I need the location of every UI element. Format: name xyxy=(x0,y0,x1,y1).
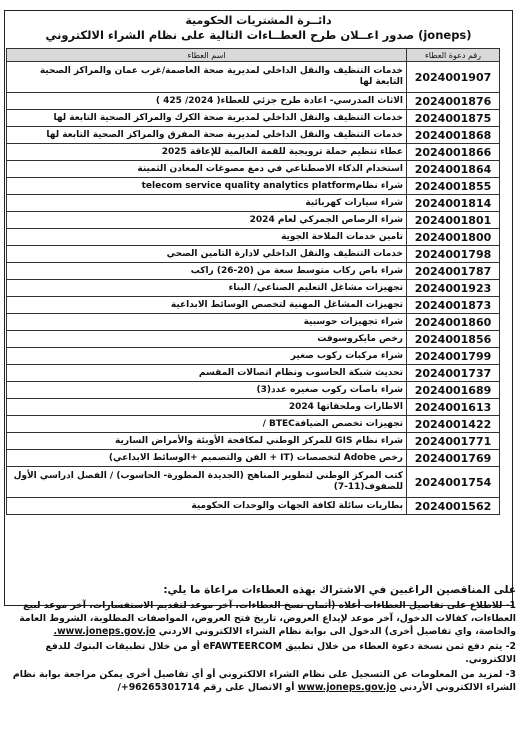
tender-number: 2024001801 xyxy=(407,212,500,229)
column-header-number: رقم دعوة العطاء xyxy=(407,49,500,62)
instruction-item-1-text: 1- للاطلاع على تفاصيل العطاءات أعلاه (أثمان نسخ العطاءات، آخر موعد لتقديم الاستفسارات، آخر موعد لبيع العطاءات، كفالات الدخول، آخر موعد لإيداع العروض، تاريخ فتح العروض، المواصفات المطلوبة، الشروط العامة والخاصة، واي تفاصيل أخرى) الدخول الى بوابة نظام الشراء الالكتروني الاردني xyxy=(19,600,516,637)
tender-number: 2024001876 xyxy=(407,93,500,110)
tender-name: الاثاث المدرسي- اعادة طرح جزئي للعطاء( 2024/ 425 ) xyxy=(7,93,407,110)
tender-name: استخدام الذكاء الاصطناعي في دمغ مصوغات المعادن الثمينة xyxy=(7,161,407,178)
tender-number: 2024001737 xyxy=(407,365,500,382)
tender-number: 2024001754 xyxy=(407,467,500,498)
tender-name: خدمات التنظيف والنقل الداخلي لمديرية صحة المفرق والمراكز الصحية التابعة لها xyxy=(7,127,407,144)
table-row xyxy=(7,450,500,467)
table-row xyxy=(7,331,500,348)
table-row xyxy=(7,382,500,399)
tender-name: شراء باص ركاب متوسط سعة من (20-26) راكب xyxy=(7,263,407,280)
announcement-title: صدور اعــلان طرح العطــاءات التالية على نظام الشراء الالكتروني (joneps) xyxy=(45,28,472,42)
table-row xyxy=(7,498,500,515)
tender-number: 2024001562 xyxy=(407,498,500,515)
department-title: دائــرة المشتريات الحكومية xyxy=(185,14,332,27)
tender-number: 2024001799 xyxy=(407,348,500,365)
table-row xyxy=(7,195,500,212)
table-row xyxy=(7,127,500,144)
table-row xyxy=(7,348,500,365)
tender-number: 2024001855 xyxy=(407,178,500,195)
instruction-item-1 xyxy=(6,599,516,638)
tender-number: 2024001613 xyxy=(407,399,500,416)
table-row xyxy=(7,280,500,297)
tender-name: الاطارات وملحقاتها 2024 xyxy=(7,399,407,416)
tender-number: 2024001866 xyxy=(407,144,500,161)
tender-name: شراء الرصاص الجمركي لعام 2024 xyxy=(7,212,407,229)
table-row xyxy=(7,416,500,433)
instruction-item-3 xyxy=(6,668,516,694)
tender-number: 2024001923 xyxy=(407,280,500,297)
tender-number: 2024001907 xyxy=(407,62,500,93)
table-row xyxy=(7,365,500,382)
tender-name: رخص Adobe لتخصصات (IT + الفن والتصميم +الوسائط الابداعي) xyxy=(7,450,407,467)
table-row xyxy=(7,93,500,110)
tender-number: 2024001873 xyxy=(407,297,500,314)
table-row xyxy=(7,246,500,263)
column-header-name: اسم العطاء xyxy=(7,49,407,62)
tender-number: 2024001860 xyxy=(407,314,500,331)
tender-name: كتب المركز الوطني لتطوير المناهج (الجديدة المطورة- الحاسوب) / الفصل ادراسي الأول للصفوف(11-7) xyxy=(7,467,407,498)
tender-number: 2024001864 xyxy=(407,161,500,178)
table-row xyxy=(7,229,500,246)
table-row xyxy=(7,399,500,416)
tender-name: شراء سيارات كهربائية xyxy=(7,195,407,212)
tender-name: تجهيزات المشاغل المهنية لتخصص الوسائط الابداعية xyxy=(7,297,407,314)
tender-name: خدمات التنظيف والنقل الداخلي لادارة التامين الصحي xyxy=(7,246,407,263)
table-row xyxy=(7,62,500,93)
tender-number: 2024001422 xyxy=(407,416,500,433)
tender-name: شراء نظامtelecom service quality analytics platform xyxy=(7,178,407,195)
tender-number: 2024001875 xyxy=(407,110,500,127)
tender-name: بطاريات سائلة لكافة الجهات والوحدات الحكومية xyxy=(7,498,407,515)
table-row xyxy=(7,433,500,450)
joneps-link-2[interactable]: www.joneps.gov.jo xyxy=(297,682,397,693)
tender-name: تامين خدمات الملاحة الجوية xyxy=(7,229,407,246)
table-row xyxy=(7,212,500,229)
tenders-table xyxy=(6,48,500,515)
tender-name: تجهيزات تخصص الضيافةBTEC / xyxy=(7,416,407,433)
tender-name: شراء مركبات ركوب صغير xyxy=(7,348,407,365)
instruction-item-3-tail: أو الاتصال على رقم 96265301714+/ xyxy=(117,682,295,693)
table-row xyxy=(7,161,500,178)
tender-number: 2024001787 xyxy=(407,263,500,280)
table-row xyxy=(7,144,500,161)
tender-number: 2024001856 xyxy=(407,331,500,348)
tender-number: 2024001771 xyxy=(407,433,500,450)
instruction-item-2: 2- يتم دفع ثمن نسخة دعوة العطاء من خلال تطبيق eFAWTEERCOM أو من خلال تطبيقات البنوك للدفع الالكتروني. xyxy=(45,641,516,665)
table-row xyxy=(7,178,500,195)
tender-name: تجهيزات مشاغل التعليم الصناعي/ البناء xyxy=(7,280,407,297)
instructions-intro: على المناقصين الراغبين في الاشتراك بهذه العطاءات مراعاة ما يلي: xyxy=(163,584,516,596)
tender-number: 2024001868 xyxy=(407,127,500,144)
table-header-row xyxy=(7,49,500,62)
tender-name: رخص مايكروسوفت xyxy=(7,331,407,348)
table-row xyxy=(7,297,500,314)
tender-number: 2024001689 xyxy=(407,382,500,399)
table-row xyxy=(7,314,500,331)
table-row xyxy=(7,263,500,280)
tender-name: عطاء تنظيم حملة ترويجية للقمة العالمية للإعاقة 2025 xyxy=(7,144,407,161)
joneps-link[interactable]: www.joneps.gov.jo. xyxy=(53,626,156,637)
tender-number: 2024001800 xyxy=(407,229,500,246)
tender-name: تحديث شبكة الحاسوب ونظام اتصالات المقسم xyxy=(7,365,407,382)
table-row xyxy=(7,467,500,498)
instructions-section xyxy=(6,583,516,694)
tender-name: شراء تجهيزات حوسبية xyxy=(7,314,407,331)
tender-name: شراء نظام GIS للمركز الوطني لمكافحة الأوبئة والأمراض السارية xyxy=(7,433,407,450)
instruction-item-3-text: 3- لمزيد من المعلومات عن التسجيل على نظام الشراء الالكتروني أو أي تفاصيل أخرى يمكن مراجعة بوابة نظام الشراء الالكتروني الأردني xyxy=(12,669,516,693)
tender-number: 2024001814 xyxy=(407,195,500,212)
tender-name: شراء باصات ركوب صغيره عدد(3) xyxy=(7,382,407,399)
announcement-header xyxy=(5,11,512,43)
tender-name: خدمات التنظيف والنقل الداخلي لمديرية صحة العاصمة/غرب عمان والمراكز الصحية التابعة لها xyxy=(7,62,407,93)
tender-number: 2024001798 xyxy=(407,246,500,263)
tender-number: 2024001769 xyxy=(407,450,500,467)
tender-name: خدمات التنظيف والنقل الداخلي لمديرية صحة الكرك والمراكز الصحية التابعة لها xyxy=(7,110,407,127)
table-row xyxy=(7,110,500,127)
